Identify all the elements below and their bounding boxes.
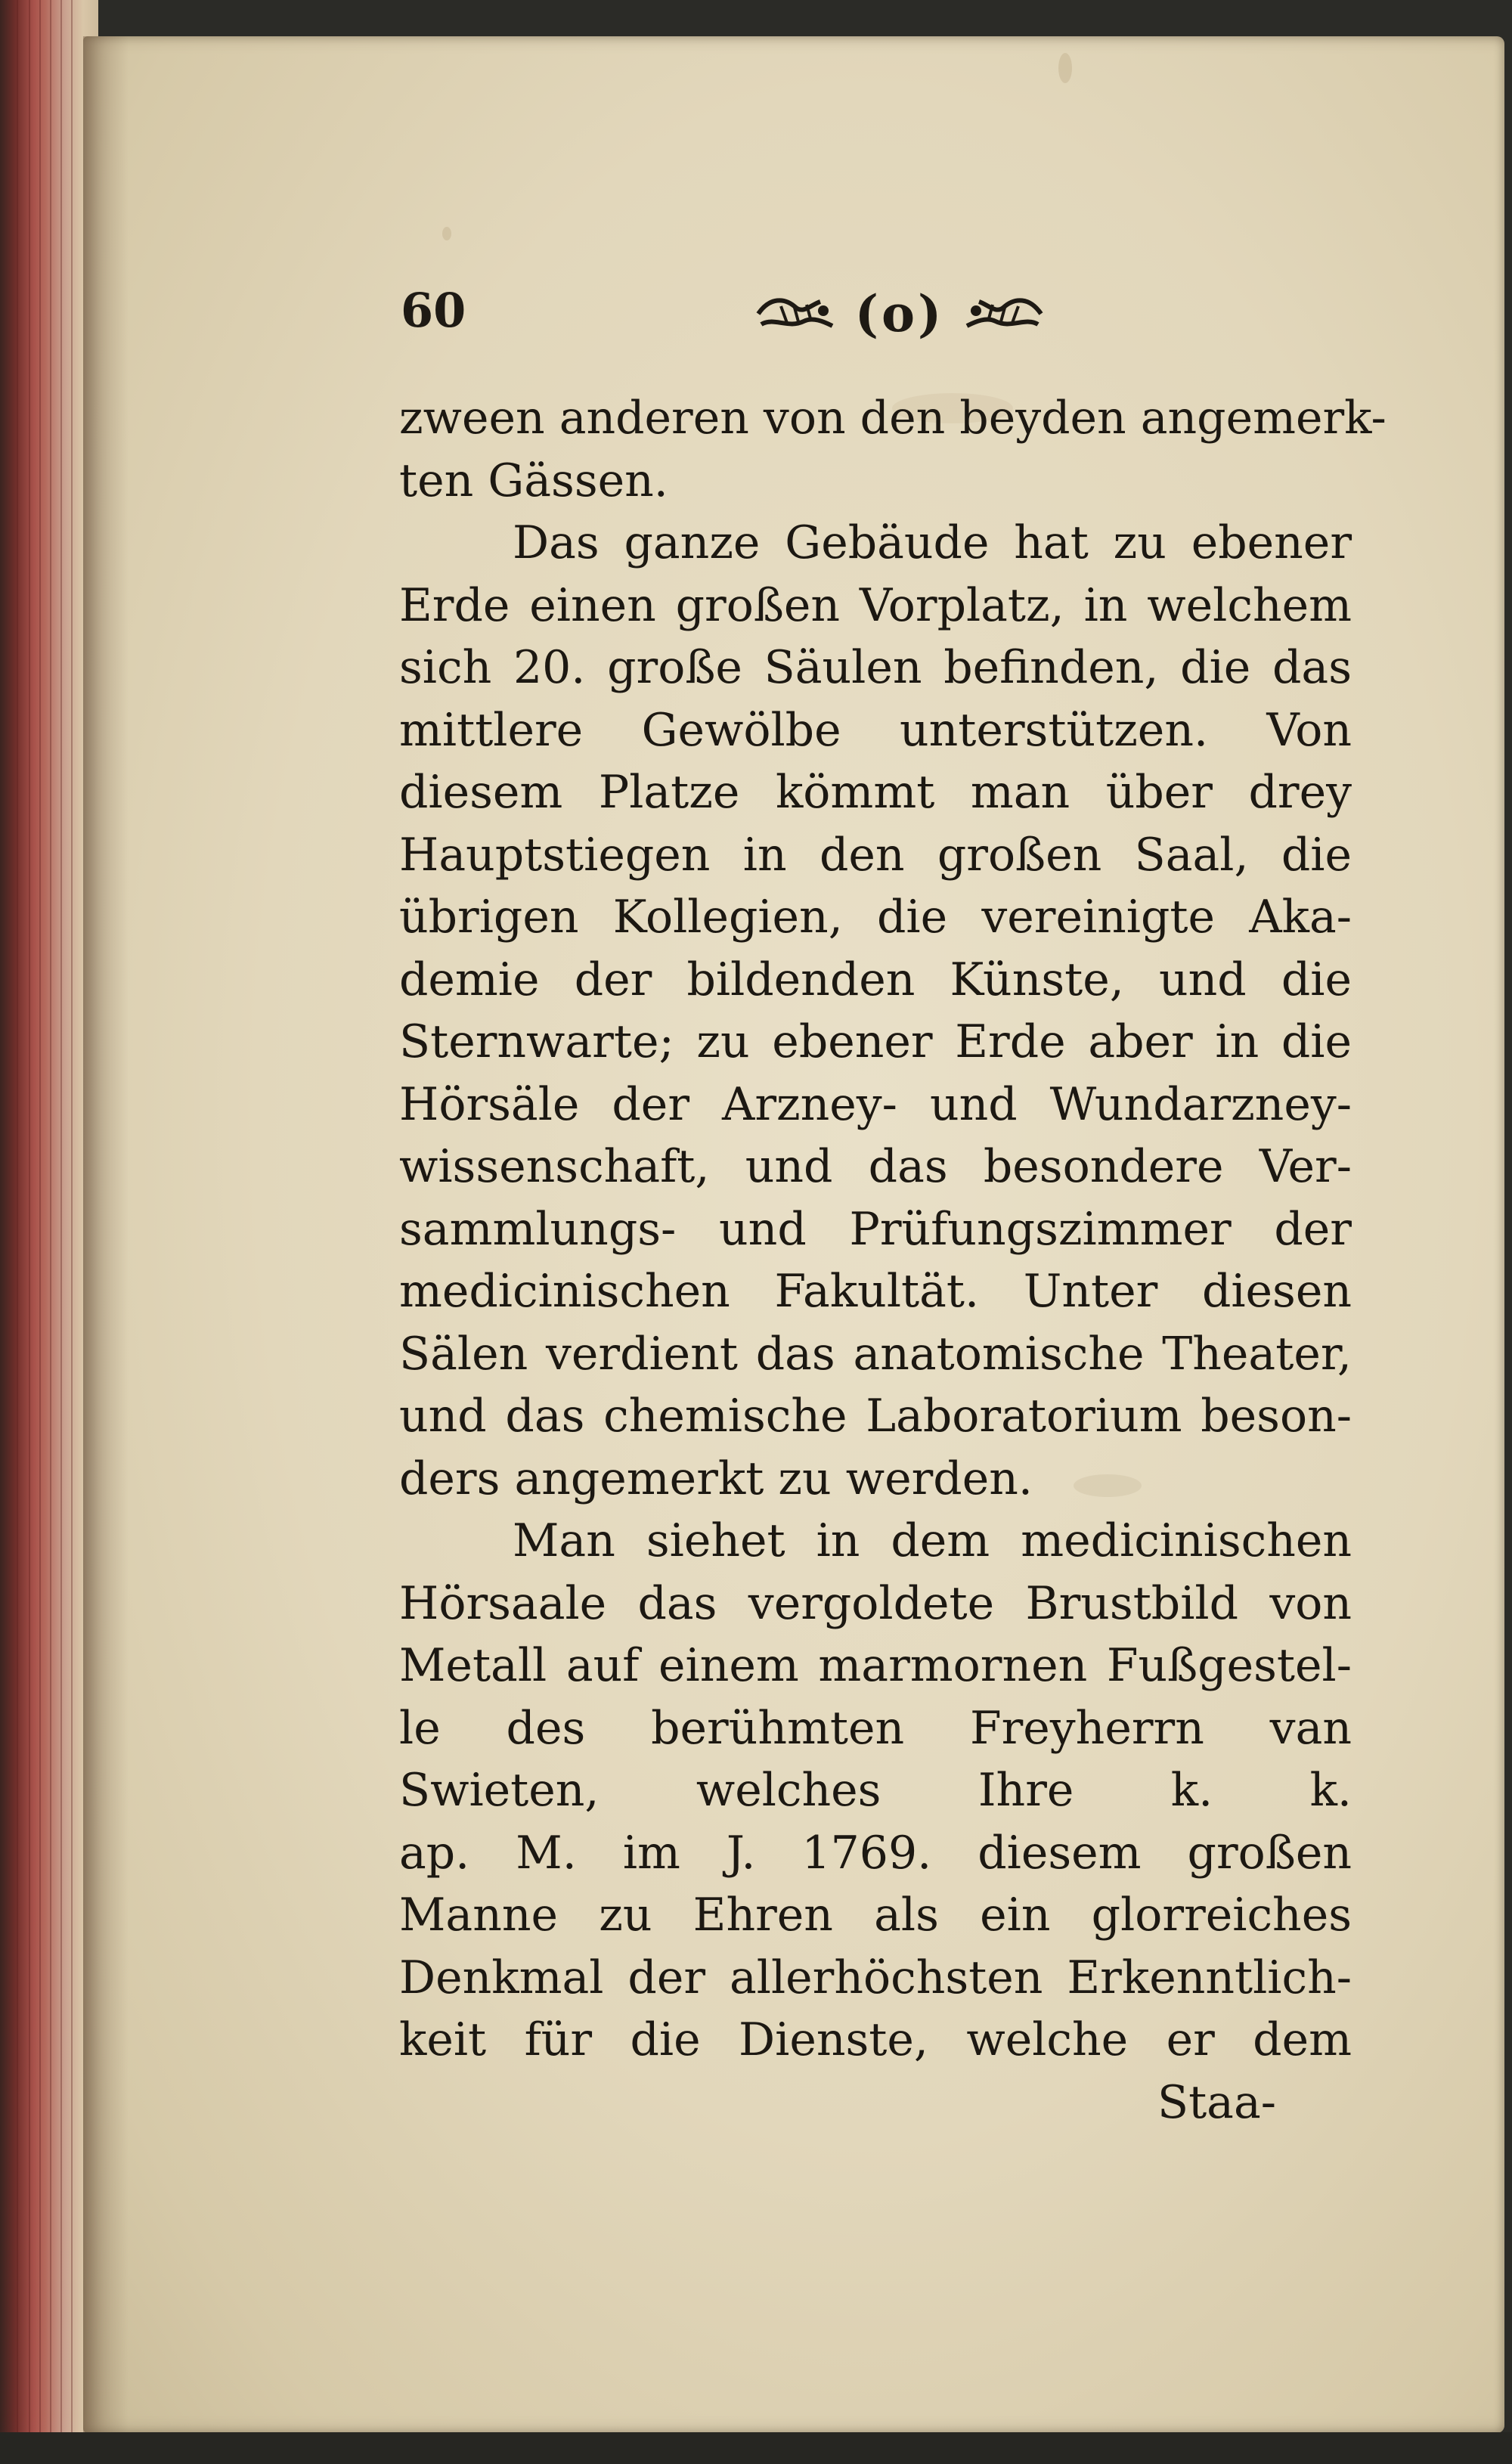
- text-line: Manne zu Ehren als ein glorreiches: [399, 1889, 1352, 1942]
- text-line: Man siehet in dem medicinischen: [513, 1514, 1352, 1567]
- text-line: le des berühmten Freyherrn van: [399, 1701, 1352, 1755]
- text-line: Swieten, welches Ihre k. k.: [399, 1764, 1352, 1817]
- text-line: diesem Platze kömmt man über drey: [399, 766, 1352, 819]
- text-line: Denkmal der allerhöchsten Erkenntlich-: [399, 1951, 1352, 2004]
- text-line: mittlere Gewölbe unterstützen. Von: [399, 703, 1352, 757]
- text-line: sammlungs- und Prüfungszimmer der: [399, 1202, 1352, 1256]
- catchword: Staa-: [1157, 2075, 1276, 2129]
- ornament-left-icon: [751, 291, 841, 336]
- text-line: und das chemische Laboratorium beson-: [399, 1390, 1352, 1443]
- text-line: Hörsäle der Arzney- und Wundarzney-: [399, 1077, 1352, 1131]
- ornament-right-icon: [958, 291, 1049, 336]
- text-line: ap. M. im J. 1769. diesem großen: [399, 1826, 1352, 1880]
- text-line: zween anderen von den beyden angemerk-: [399, 392, 1387, 445]
- text-line: Erde einen großen Vorplatz, in welchem: [399, 578, 1352, 632]
- running-head-mark: (o): [854, 284, 945, 343]
- text-line: Hörsaale das vergoldete Brustbild von: [399, 1576, 1352, 1630]
- body-text: [399, 387, 1387, 2134]
- paper-stain: [442, 227, 451, 240]
- text-line: demie der bildenden Künste, und die: [399, 953, 1352, 1006]
- scan-background-top: [0, 0, 1512, 36]
- text-line: medicinischen Fakultät. Unter diesen: [399, 1265, 1352, 1318]
- text-line: Das ganze Gebäude hat zu ebener: [513, 516, 1352, 569]
- page-number: 60: [401, 283, 466, 338]
- text-line: Sternwarte; zu ebener Erde aber in die: [399, 1015, 1352, 1068]
- text-line: übrigen Kollegien, die vereinigte Aka-: [399, 891, 1352, 944]
- page-header: [401, 280, 1399, 355]
- scan-background-bottom: [0, 2432, 1512, 2464]
- text-line: Sälen verdient das anatomische Theater,: [399, 1327, 1352, 1381]
- text-line: wissenschaft, und das besondere Ver-: [399, 1140, 1352, 1193]
- running-head: [733, 280, 1066, 348]
- gutter-shadow: [83, 36, 129, 2433]
- text-line: ders angemerkt zu werden.: [399, 1452, 1033, 1505]
- text-line: Metall auf einem marmornen Fußgestel-: [399, 1639, 1352, 1692]
- text-line: sich 20. große Säulen befinden, die das: [399, 641, 1352, 694]
- paper-stain: [1058, 53, 1072, 83]
- text-line: ten Gässen.: [399, 454, 668, 507]
- text-line: keit für die Dienste, welche er dem: [399, 2013, 1352, 2066]
- text-line: Hauptstiegen in den großen Saal, die: [399, 828, 1352, 882]
